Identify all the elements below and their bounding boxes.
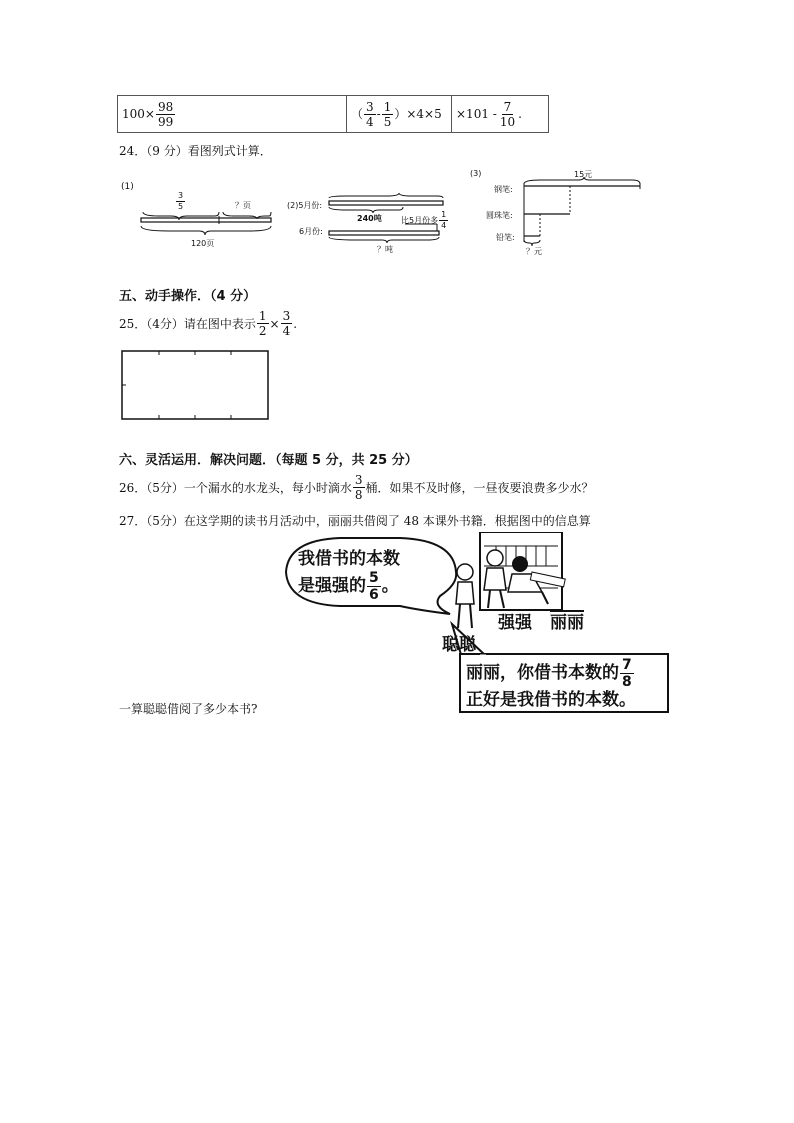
- d3-bar-svg: [470, 166, 650, 262]
- q24-text: 24．（9 分）看图列式计算．: [119, 144, 272, 158]
- q26-text: 26．（5分）一个漏水的水龙头，每小时滴水 $\frac{3}{8}$ 桶．如果不及时修，一昼夜要浪费多少水？: [119, 473, 594, 502]
- d2-june-label: 6月份:: [299, 227, 323, 236]
- q25-rectangle[interactable]: [119, 348, 271, 424]
- name-qiangqiang: 强强: [498, 613, 532, 633]
- d3-label: (3): [470, 169, 482, 178]
- d3-question: ？元: [526, 247, 542, 256]
- diagram-3: [470, 166, 650, 262]
- q25-text: 25．（4分）请在图中表示 $\frac{1}{2}$ × $\frac{3}{4}$ .: [119, 309, 298, 338]
- d1-total: 120页: [191, 239, 215, 248]
- name-lili: 丽丽: [550, 610, 584, 635]
- d1-fraction: $\frac{3}{5}$: [178, 191, 184, 211]
- bubble-1-text: 我借书的本数 是强强的 $\frac{5}{6}$ 。: [298, 549, 400, 603]
- section-6-title: 六、灵活运用．解决问题．（每题 5 分，共 25 分）: [119, 453, 418, 468]
- calc-cell-2: （ $\frac{3}{4}$ - $\frac{1}{5}$ ）×4×5: [347, 96, 452, 133]
- q27-line1: 27．（5分）在这学期的读书月活动中，丽丽共借阅了 48 本课外书籍．根据图中的信息算: [119, 514, 591, 528]
- d1-question: ？页: [235, 201, 251, 210]
- d3-price: 15元: [574, 170, 593, 179]
- q27-line2: 一算聪聪借阅了多少本书?: [119, 702, 258, 716]
- calc-cell-1: 100× $\frac{98}{99}$: [118, 96, 347, 133]
- d2-amount: 240吨: [357, 214, 382, 223]
- d2-more-label: 比5月份多 $\frac{1}{4}$: [401, 210, 447, 230]
- d1-label: (1): [121, 182, 134, 192]
- diagram-2: [287, 188, 467, 263]
- calc-table: [117, 95, 549, 133]
- section-5-title: 五、动手操作．（4 分）: [119, 289, 257, 304]
- d2-question: ？吨: [377, 245, 393, 254]
- d2-may-label: (2)5月份:: [287, 201, 323, 210]
- calc-cell-3: ×101 - $\frac{7}{10}$ .: [452, 96, 549, 133]
- name-congcong: 聪聪: [442, 635, 476, 655]
- d3-pen-label: 钢笔:: [494, 185, 513, 194]
- bubble-2-text: 丽丽，你借书本数的 $\frac{7}{8}$ 正好是我借书的本数。: [466, 657, 636, 710]
- diagram-1: [119, 170, 279, 260]
- d3-ball-label: 圆珠笔:: [486, 211, 513, 220]
- q27-picture: [280, 532, 680, 717]
- d3-pencil-label: 铅笔:: [496, 233, 515, 242]
